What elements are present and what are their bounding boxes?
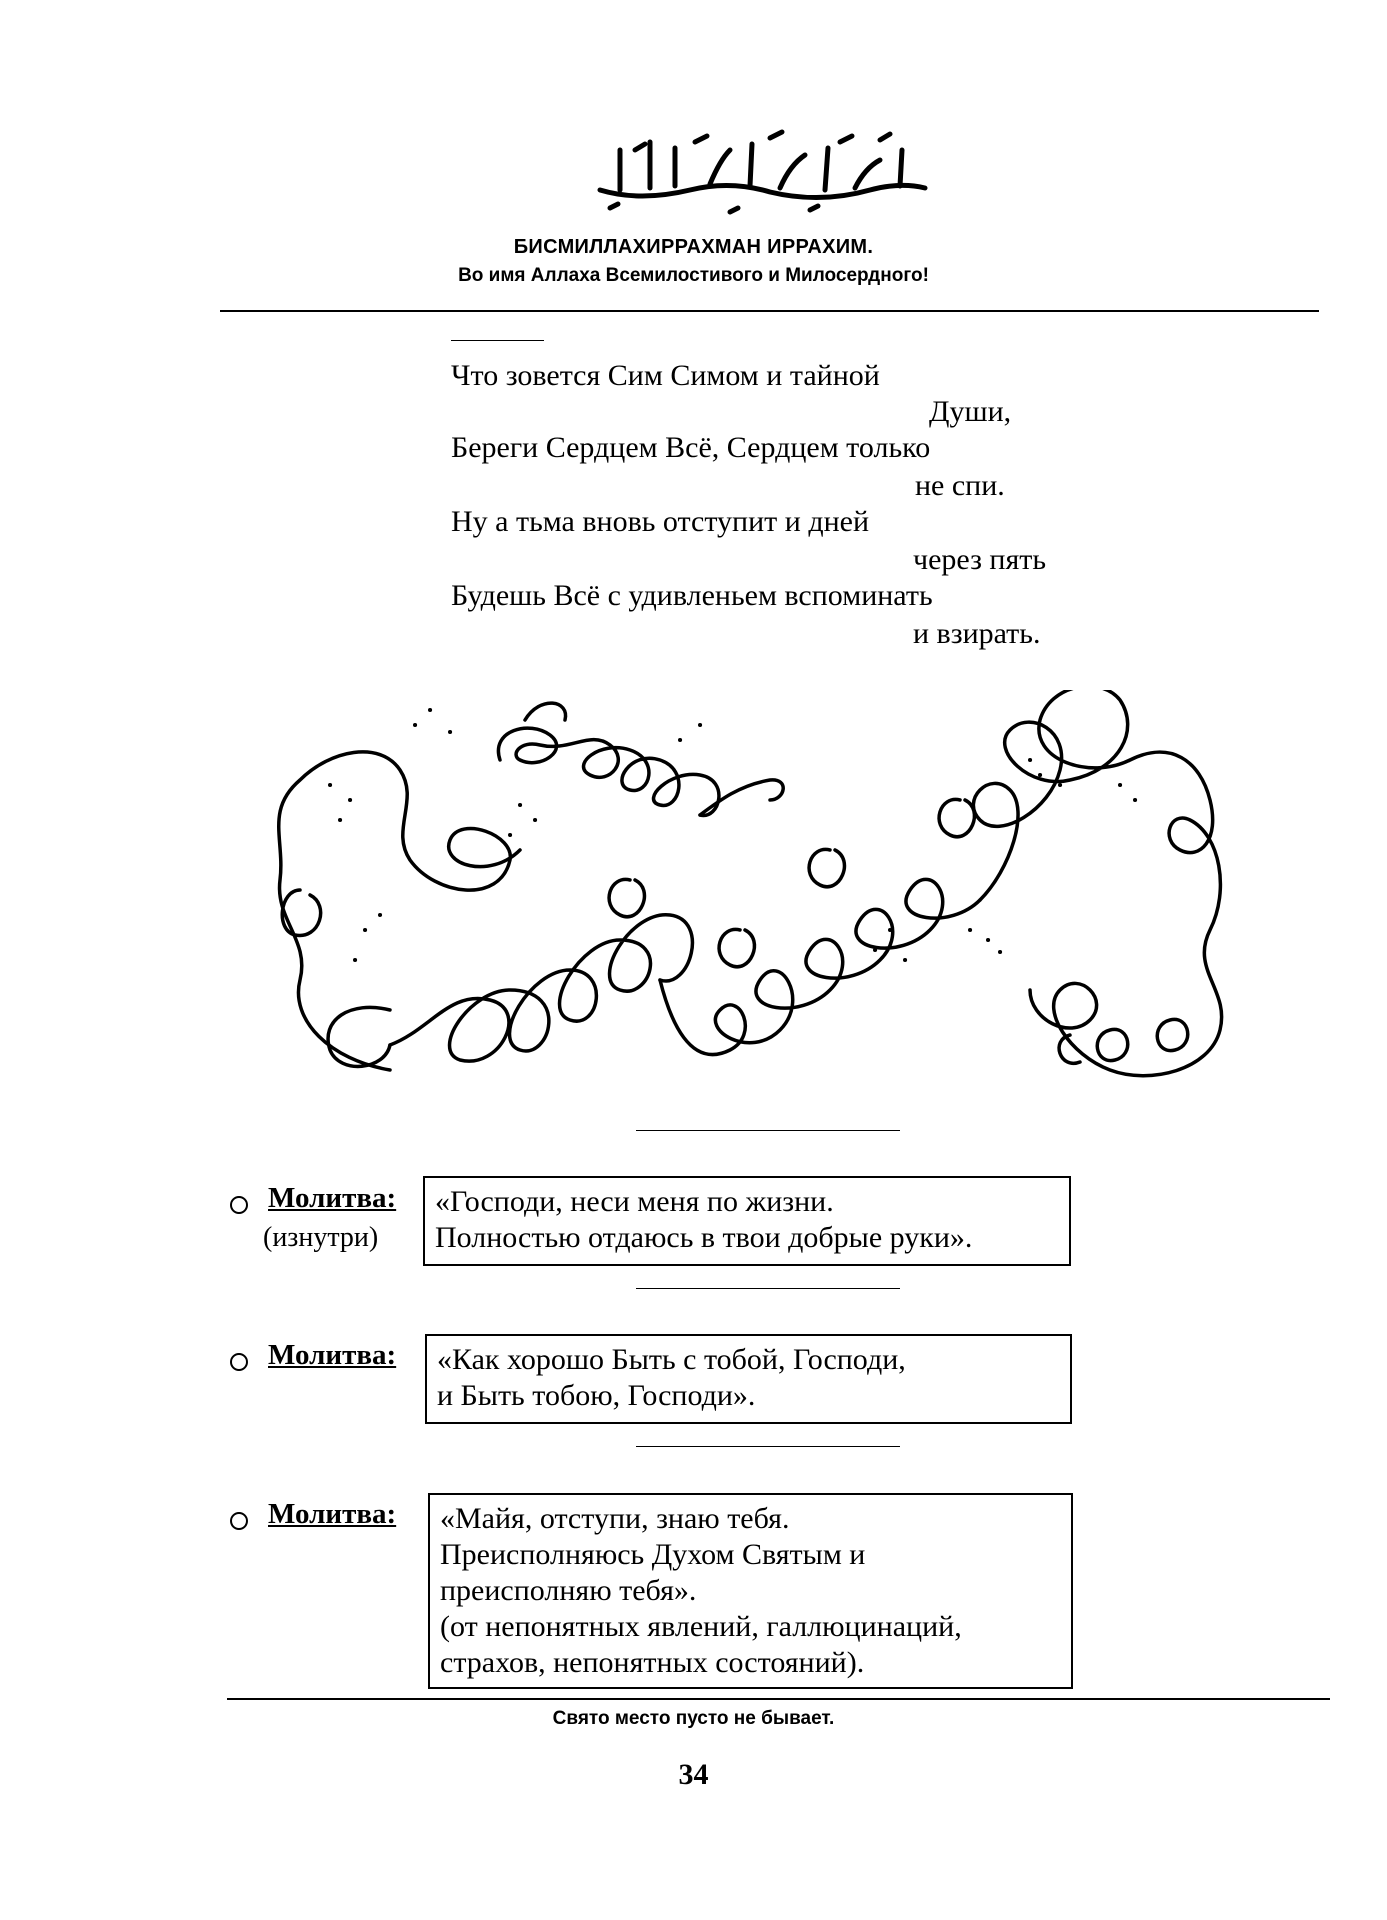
circle-bullet-icon xyxy=(230,1512,248,1530)
poem-line: и взирать. xyxy=(913,617,1041,650)
bismillah-subtitle: Во имя Аллаха Всемилостивого и Милосердного! xyxy=(458,265,929,286)
poem-line: Души, xyxy=(929,395,1012,428)
prayer-text-line: страхов, непонятных состояний). xyxy=(440,1646,865,1679)
prayer-label: Молитва: xyxy=(268,1339,397,1371)
poem-line: Что зовется Сим Симом и тайной xyxy=(451,359,880,392)
prayer-text-line: «Как хорошо Быть с тобой, Господи, xyxy=(437,1343,906,1376)
bismillah-title: БИСМИЛЛАХИРРАХМАН ИРРАХИМ. xyxy=(513,236,874,258)
poem-line: Будешь Всё с удивленьем вспоминать xyxy=(451,579,933,612)
squiggle-doodle-illustration xyxy=(270,690,1260,1090)
prayer-label: Молитва: xyxy=(268,1498,397,1530)
prayer-label: Молитва: xyxy=(268,1182,397,1214)
circle-bullet-icon xyxy=(230,1353,248,1371)
circle-bullet-icon xyxy=(230,1196,248,1214)
prayer-text-line: Полностью отдаюсь в твои добрые руки». xyxy=(435,1221,973,1254)
prayer-text-line: «Господи, неси меня по жизни. xyxy=(435,1185,834,1218)
footer-proverb: Свято место пусто не бывает. xyxy=(552,1708,835,1729)
section-divider xyxy=(636,1288,900,1289)
prayer-text-box xyxy=(425,1334,1072,1424)
footer-divider xyxy=(227,1698,1330,1700)
section-divider xyxy=(636,1130,900,1131)
prayer-note: (изнутри) xyxy=(263,1222,379,1253)
poem-short-rule xyxy=(451,340,544,341)
prayer-text-line: преисполняю тебя». xyxy=(440,1574,697,1607)
prayer-text-line: «Майя, отступи, знаю тебя. xyxy=(440,1502,790,1535)
section-divider xyxy=(636,1446,900,1447)
header-divider xyxy=(220,310,1319,312)
prayer-text-line: Преисполняюсь Духом Святым и xyxy=(440,1538,866,1571)
poem-line: Береги Сердцем Всё, Сердцем только xyxy=(451,431,931,464)
prayer-text-line: (от непонятных явлений, галлюцинаций, xyxy=(440,1610,962,1643)
bismillah-calligraphy xyxy=(580,120,950,220)
page-number: 34 xyxy=(678,1758,709,1791)
poem-line: через пять xyxy=(913,543,1047,576)
poem-line: не спи. xyxy=(915,469,1005,502)
prayer-text-box xyxy=(428,1493,1073,1689)
prayer-text-line: и Быть тобою, Господи». xyxy=(437,1379,756,1412)
prayer-text-box xyxy=(423,1176,1071,1266)
poem-line: Ну а тьма вновь отступит и дней xyxy=(451,505,870,538)
